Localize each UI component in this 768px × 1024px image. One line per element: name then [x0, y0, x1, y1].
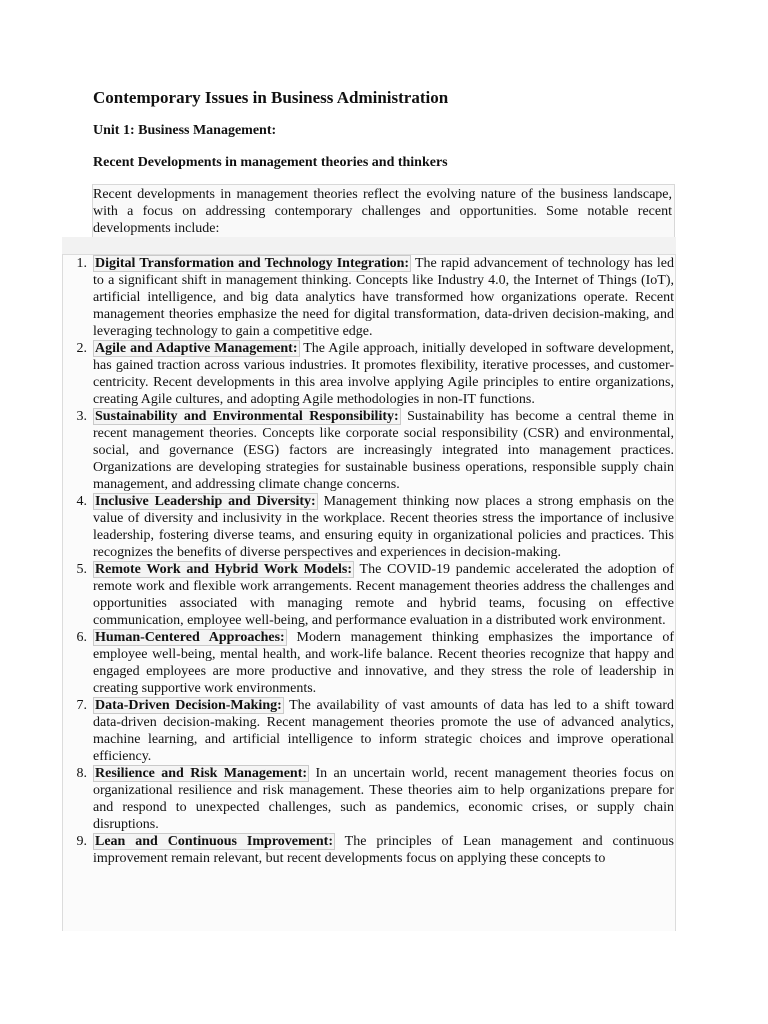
- item-number: 9.: [76, 834, 87, 849]
- item-body: In an uncertain world, recent management theories focus on organizational resilience and risk management. These theories aim to help organizations prepare for and respond to unexpected challenges, such as pandemics, economic crises, or supply chain disruptions.: [93, 766, 675, 832]
- item-number: 4.: [76, 494, 87, 509]
- item-number: 8.: [76, 766, 87, 781]
- list-item: [63, 493, 675, 561]
- list-item: [63, 561, 675, 629]
- list-item: [63, 629, 675, 697]
- item-body: The rapid advancement of technology has led to a significant shift in management thinking. Concepts like Industry 4.0, the Internet of Things (IoT), artificial intelligence, and big data analytics have transformed how organizations operate. Recent management theories emphasize the need for digital transformation, data-driven decision-making, and leveraging technology to gain a competitive edge.: [93, 256, 674, 339]
- item-number: 3.: [76, 409, 87, 424]
- document-title: Contemporary Issues in Business Administration: [93, 88, 449, 107]
- item-heading: Sustainability and Environmental Responsibility:: [95, 409, 399, 424]
- list-item: [63, 765, 675, 833]
- item-body: The COVID-19 pandemic accelerated the adoption of remote work and flexible work arrangements. Recent management theories address the challenges and opportunities associated with managing remote and hybrid teams, focusing on effective communication, employee well-being, and performance evaluation in a distributed work environment.: [93, 562, 674, 628]
- item-number: 7.: [76, 698, 87, 713]
- list-item: [63, 255, 675, 340]
- item-body: Management thinking now places a strong emphasis on the value of diversity and inclusivity in the workplace. Recent theories stress the importance of inclusive leadership, fostering diverse teams, and ensuring equity in organizational policies and practices. This recognizes the benefits of diverse perspectives and experiences in decision-making.: [93, 494, 675, 560]
- unit-heading: Unit 1: Business Management:: [93, 123, 277, 138]
- section-heading: Recent Developments in management theories and thinkers: [93, 155, 448, 170]
- developments-list: [63, 255, 675, 867]
- item-body: The Agile approach, initially developed in software development, has gained traction across various industries. It promotes flexibility, iterative processes, and customer-centricity. Recent developments in this area involve applying Agile principles to entire organizations, creating Agile cultures, and adopting Agile methodologies in non-IT functions.: [93, 341, 674, 407]
- item-body: The principles of Lean management and continuous improvement remain relevant, but recent developments focus on applying these concepts to: [93, 834, 674, 866]
- developments-list-container: [62, 254, 676, 931]
- list-item: [63, 833, 675, 867]
- item-heading: Digital Transformation and Technology Integration:: [95, 256, 410, 271]
- item-number: 6.: [76, 630, 87, 645]
- item-heading: Lean and Continuous Improvement:: [95, 834, 333, 849]
- item-heading: Remote Work and Hybrid Work Models:: [95, 562, 352, 577]
- list-item: [63, 408, 675, 493]
- item-number: 5.: [76, 562, 87, 577]
- item-heading: Human-Centered Approaches:: [95, 630, 285, 645]
- list-item: [63, 340, 675, 408]
- item-heading: Agile and Adaptive Management:: [95, 341, 298, 356]
- item-heading: Data-Driven Decision-Making:: [95, 698, 282, 713]
- item-heading: Resilience and Risk Management:: [95, 766, 308, 781]
- item-heading: Inclusive Leadership and Diversity:: [95, 494, 316, 509]
- item-body: The availability of vast amounts of data has led to a shift toward data-driven decision-making. Recent management theories promote the use of advanced analytics, machine learning, and artificial intelligence to inform strategic choices and improve operational efficiency.: [93, 698, 675, 764]
- item-number: 1.: [76, 256, 87, 271]
- blank-paragraph-highlight: [62, 237, 676, 254]
- item-body: Modern management thinking emphasizes the importance of employee well-being, mental health, and work-life balance. Recent theories recognize that happy and engaged employees are more productive and innovative, and they stress the role of leadership in creating supportive work environments.: [93, 630, 675, 696]
- intro-paragraph: Recent developments in management theories reflect the evolving nature of the business landscape, with a focus on addressing contemporary challenges and opportunities. Some notable recent developments include:: [92, 184, 675, 239]
- item-body: Sustainability has become a central theme in recent management theories. Concepts like corporate social responsibility (CSR) and environmental, social, and governance (ESG) factors are increasingly integrated into management practices. Organizations are developing strategies for sustainable business operations, responsible supply chain management, and addressing climate change concerns.: [93, 409, 675, 492]
- item-number: 2.: [76, 341, 87, 356]
- list-item: [63, 697, 675, 765]
